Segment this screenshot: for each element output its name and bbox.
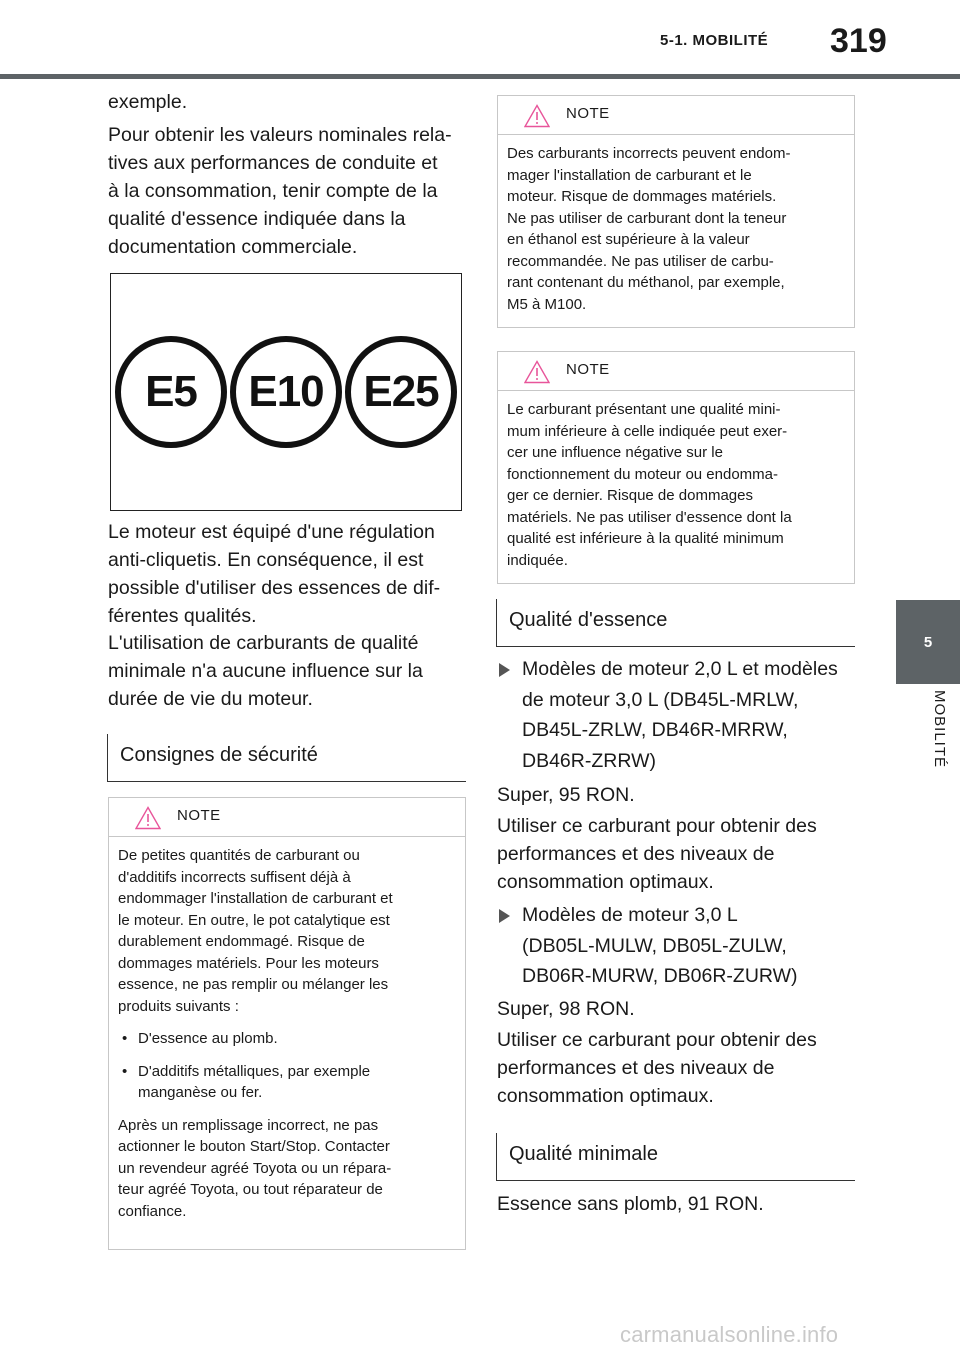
note-text: Des carburants incorrects peuvent endom- mager l'installation de carburant et le moteur. Risque de dommages matériels. Ne pas utiliser de carburant dont la teneur en éthanol est supérieure à la valeur recommandée. Ne pas utiliser de carbu- rant contenant du méthanol, par exemple, M5 à M100. <box>507 145 791 313</box>
note-title: NOTE <box>566 105 610 122</box>
note-bullet <box>118 1028 457 1050</box>
bullet-dot: • <box>122 1062 128 1080</box>
note-text: Le carburant présentant une qualité mini- mum inférieure à celle indiquée peut exer- cer une influence négative sur le fonctionnement du moteur ou endomma- ger ce dernier. Risque de dommages matériels. Ne pas utiliser d'essence dont la qualité est inférieure à la qualité minimum indiquée. <box>507 401 792 569</box>
fuel-label-e10: E10 <box>230 336 342 448</box>
engine-models-text: Modèles de moteur 2,0 L et modèles de moteur 3,0 L (DB45L-MRLW, DB45L-ZRLW, DB46R-MRRW, DB46R-ZRRW) <box>522 658 838 772</box>
safety-heading-text: Consignes de sécurité <box>120 744 318 766</box>
section-title: 5-1. MOBILITÉ <box>660 32 769 49</box>
watermark: carmanualsonline.info <box>620 1322 839 1347</box>
arrow-bullet-icon <box>499 663 510 677</box>
minimum-quality-heading-text: Qualité minimale <box>509 1143 658 1165</box>
engine-life-paragraph: L'utilisation de carburants de qualité minimale n'a aucune influence sur la durée de vie du moteur. <box>108 632 423 710</box>
safety-section-heading <box>107 734 466 782</box>
fuel-note <box>497 95 855 328</box>
quality-note <box>497 351 855 584</box>
chapter-tab[interactable] <box>896 600 960 684</box>
ron-98-text: Super, 98 RON. <box>497 998 635 1020</box>
minimum-quality-text: Essence sans plomb, 91 RON. <box>497 1193 764 1215</box>
note-body <box>498 135 854 325</box>
note-title: NOTE <box>177 807 221 824</box>
engine-models-item <box>497 900 857 992</box>
fuel-grade-image <box>110 273 462 511</box>
ron-95-description: Utiliser ce carburant pour obtenir des performances et des niveaux de consommation optimaux. <box>497 815 817 893</box>
intro-line: exemple. <box>108 91 188 113</box>
anti-knock-paragraph: Le moteur est équipé d'une régulation anti-cliquetis. En conséquence, il est possible d'utiliser des essences de dif- férentes qualités. <box>108 521 441 627</box>
note-body <box>498 391 854 581</box>
note-body <box>109 837 465 1232</box>
chapter-number: 5 <box>923 633 933 651</box>
note-text: Après un remplissage incorrect, ne pas actionner le bouton Start/Stop. Contacter un revendeur agréé Toyota ou un répara- teur agréé Toyota, ou tout réparateur de confiance. <box>118 1116 392 1220</box>
note-title: NOTE <box>566 361 610 378</box>
header-rule <box>0 74 960 79</box>
fuel-label-e5: E5 <box>115 336 227 448</box>
note-text: De petites quantités de carburant ou d'additifs incorrects suffisent déjà à endommager l'installation de carburant et le moteur. En outre, le pot catalytique est durablement endommagé. Risque de dommages matériels. Pour les moteurs essence, ne pas remplir ou mélanger les produits suivants : <box>118 847 393 1015</box>
safety-note <box>108 797 466 1250</box>
engine-models-text: Modèles de moteur 3,0 L (DB05L-MULW, DB05L-ZULW, DB06R-MURW, DB06R-ZURW) <box>522 904 798 987</box>
warning-icon <box>524 360 550 384</box>
ron-98-description: Utiliser ce carburant pour obtenir des performances et des niveaux de consommation optimaux. <box>497 1029 817 1107</box>
bullet-text: D'additifs métalliques, par exemple manganèse ou fer. <box>138 1062 371 1101</box>
fuel-label-e25: E25 <box>345 336 457 448</box>
page-number: 319 <box>830 22 887 60</box>
arrow-bullet-icon <box>499 909 510 923</box>
warning-icon <box>135 806 161 830</box>
chapter-side-label: MOBILITÉ <box>931 690 948 769</box>
note-header <box>498 96 854 135</box>
warning-icon <box>524 104 550 128</box>
bullet-dot: • <box>122 1030 128 1047</box>
fuel-quality-heading <box>496 599 855 647</box>
ron-95-text: Super, 95 RON. <box>497 784 635 806</box>
fuel-quality-heading-text: Qualité d'essence <box>509 609 668 631</box>
note-bullet <box>118 1061 457 1104</box>
note-header <box>109 798 465 837</box>
bullet-text: D'essence au plomb. <box>138 1030 278 1047</box>
engine-models-item <box>497 654 857 776</box>
minimum-quality-heading <box>496 1133 855 1181</box>
performance-paragraph: Pour obtenir les valeurs nominales rela- tives aux performances de conduite et à la consommation, tenir compte de la qualité d'essence indiquée dans la documentation commerciale. <box>108 124 452 258</box>
note-header <box>498 352 854 391</box>
